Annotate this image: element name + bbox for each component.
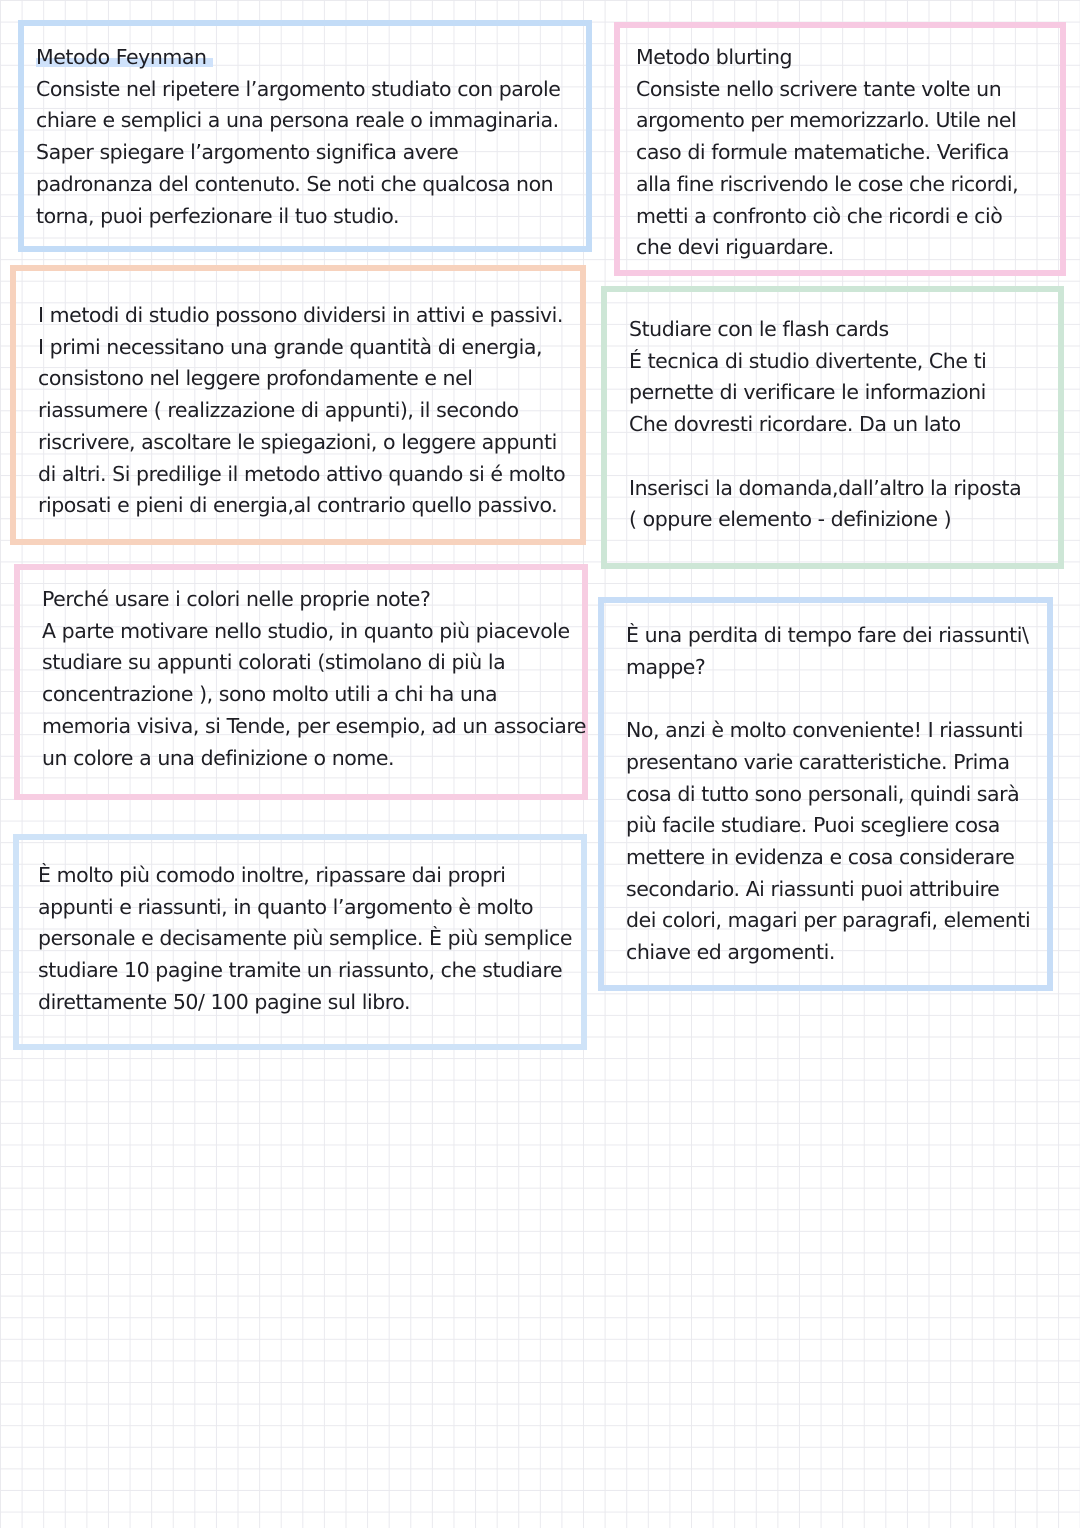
text-line: memoria visiva, si Tende, per esempio, ad un associare — [42, 713, 587, 738]
card-title: Perché usare i colori nelle proprie note? — [42, 587, 431, 611]
card-flash-cards — [601, 286, 1064, 569]
text-line: consistono nel leggere profondamente e nel — [38, 366, 473, 391]
text-line: chiare e semplici a una persona reale o immaginaria. — [36, 108, 559, 133]
card-question: È una perdita di tempo fare dei riassunti\ — [626, 623, 1029, 647]
text-line: A parte motivare nello studio, in quanto più piacevole — [42, 618, 570, 643]
title-highlight: Metodo Feynman — [36, 45, 213, 69]
text-line: che devi riguardare. — [636, 235, 834, 260]
text-line: concentrazione ), sono molto utili a chi ha una — [42, 682, 498, 707]
card-colori-note — [14, 564, 588, 800]
text-line: dei colori, magari per paragrafi, elementi — [626, 908, 1031, 933]
text-line: pernette di verificare le informazioni — [629, 380, 986, 405]
card-metodo-blurting — [614, 22, 1066, 276]
card-riassunti-mappe — [598, 597, 1053, 991]
text-line: mettere in evidenza e cosa considerare — [626, 844, 1015, 869]
text-line: alla fine riscrivendo le cose che ricordi, — [636, 171, 1019, 196]
text-line: riscrivere, ascoltare le spiegazioni, o leggere appunti — [38, 429, 557, 454]
card-metodi-attivi-passivi — [10, 265, 586, 545]
text-line: Consiste nel ripetere l’argomento studiato con parole — [36, 76, 561, 101]
text-line: di altri. Si predilige il metodo attivo quando si é molto — [38, 461, 566, 486]
text-line: appunti e riassunti, in quanto l’argomento è molto — [38, 894, 534, 919]
text-line: padronanza del contenuto. Se noti che qualcosa non — [36, 171, 554, 196]
text-line: Che dovresti ricordare. Da un lato — [629, 412, 961, 437]
text-line: caso di formule matematiche. Verifica — [636, 140, 1010, 165]
paragraph-gap — [626, 683, 1047, 715]
text-line: personale e decisamente più semplice. È più semplice — [38, 926, 572, 951]
card-metodo-feynman — [18, 20, 592, 252]
text-line: riposati e pieni di energia,al contrario quello passivo. — [38, 493, 558, 518]
text-line: Inserisci la domanda,dall’altro la riposta — [629, 475, 1022, 500]
text-line: presentano varie caratteristiche. Prima — [626, 749, 1010, 774]
text-line: direttamente 50/ 100 pagine sul libro. — [38, 989, 411, 1014]
text-line: No, anzi è molto conveniente! I riassunti — [626, 718, 1023, 743]
text-line: più facile studiare. Puoi scegliere cosa — [626, 813, 1000, 838]
text-line: metti a confronto ciò che ricordi e ciò — [636, 203, 1003, 228]
card-question: mappe? — [626, 654, 706, 679]
text-line: riassumere ( realizzazione di appunti), il secondo — [38, 398, 519, 423]
text-line: argomento per memorizzarlo. Utile nel — [636, 108, 1017, 133]
text-line: secondario. Ai riassunti puoi attribuire — [626, 876, 1000, 901]
paragraph-gap — [629, 441, 1058, 473]
text-line: ( oppure elemento - definizione ) — [629, 507, 952, 532]
text-line: chiave ed argomenti. — [626, 940, 835, 965]
text-line: I primi necessitano una grande quantità di energia, — [38, 334, 543, 359]
text-line: studiare su appunti colorati (stimolano di più la — [42, 650, 506, 675]
text-line: cosa di tutto sono personali, quindi sarà — [626, 781, 1020, 806]
text-line: I metodi di studio possono dividersi in attivi e passivi. — [38, 303, 563, 327]
text-line: È molto più comodo inoltre, ripassare dai propri — [38, 863, 506, 887]
text-line: É tecnica di studio divertente, Che ti — [629, 348, 987, 373]
card-title: Metodo blurting — [636, 45, 793, 69]
text-line: Consiste nello scrivere tante volte un — [636, 76, 1002, 101]
card-title: Studiare con le flash cards — [629, 317, 889, 341]
text-line: Saper spiegare l’argomento significa avere — [36, 140, 459, 165]
text-line: studiare 10 pagine tramite un riassunto, che studiare — [38, 958, 563, 983]
card-title — [36, 42, 586, 74]
text-line: torna, puoi perfezionare il tuo studio. — [36, 203, 400, 228]
text-line: un colore a una definizione o nome. — [42, 745, 395, 770]
card-ripassare-appunti — [13, 834, 587, 1050]
